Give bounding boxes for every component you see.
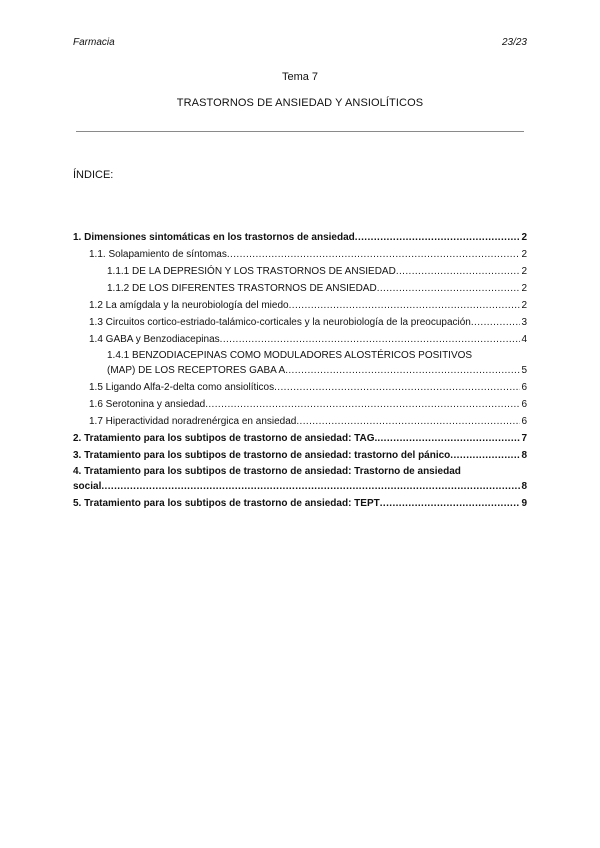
toc-entry-1-1-1[interactable] [73, 263, 527, 280]
header-subject: Farmacia [73, 37, 115, 48]
toc-entry-label: 1. Dimensiones sintomáticas en los trastornos de ansiedad [73, 232, 355, 243]
toc-entry-label: 1.2 La amígdala y la neurobiología del miedo [89, 300, 289, 311]
toc-dot-leader [380, 495, 521, 512]
toc-dot-leader [274, 379, 520, 396]
toc-entry-page: 2 [521, 249, 527, 260]
tema-label: Tema 7 [281, 71, 319, 83]
toc-entry-1-4-1[interactable] [73, 348, 527, 379]
table-of-contents [73, 229, 527, 512]
toc-entry-page: 2 [521, 232, 527, 243]
toc-entry-1-2[interactable] [73, 297, 527, 314]
toc-entry-label: 3. Tratamiento para los subtipos de trastorno de ansiedad: trastorno del pánico [73, 450, 451, 461]
toc-entry-page: 7 [521, 433, 527, 444]
toc-dot-leader [471, 314, 521, 331]
toc-entry-1-7[interactable] [73, 413, 527, 430]
toc-entry-label-line2: (MAP) DE LOS RECEPTORES GABA A [107, 365, 286, 376]
toc-entry-1-1[interactable] [73, 246, 527, 263]
toc-entry-page: 5 [521, 365, 527, 376]
toc-dot-leader [285, 363, 520, 378]
toc-entry-page: 6 [521, 416, 527, 427]
toc-dot-leader [296, 413, 520, 430]
toc-entry-1-5[interactable] [73, 379, 527, 396]
toc-dot-leader [377, 430, 520, 447]
toc-entry-page: 6 [521, 399, 527, 410]
toc-entry-1[interactable] [73, 229, 527, 246]
toc-dot-leader [205, 396, 520, 413]
toc-dot-leader [101, 479, 520, 494]
toc-entry-4[interactable] [73, 464, 527, 495]
toc-entry-label: 1.5 Ligando Alfa-2-delta como ansiolíticos [89, 382, 275, 393]
index-heading: ÍNDICE: [73, 169, 114, 181]
toc-entry-1-1-2[interactable] [73, 280, 527, 297]
title-divider [76, 131, 524, 132]
toc-entry-3[interactable] [73, 447, 527, 464]
toc-entry-page: 4 [521, 334, 527, 345]
toc-entry-label: 1.1. Solapamiento de síntomas [89, 249, 227, 260]
toc-entry-page: 2 [521, 283, 527, 294]
toc-entry-label-line1: 4. Tratamiento para los subtipos de trastorno de ansiedad: Trastorno de ansiedad [73, 466, 461, 477]
toc-entry-2[interactable] [73, 430, 527, 447]
toc-entry-label: 1.1.2 DE LOS DIFERENTES TRASTORNOS DE ANSIEDAD [107, 283, 377, 294]
toc-dot-leader [227, 246, 521, 263]
document-title: TRASTORNOS DE ANSIEDAD Y ANSIOLÍTICOS [176, 97, 424, 109]
toc-dot-leader [396, 263, 521, 280]
toc-entry-label-line2: social [73, 481, 102, 492]
toc-entry-label-line1: 1.4.1 BENZODIACEPINAS COMO MODULADORES ALOSTÉRICOS POSITIVOS [107, 350, 473, 361]
toc-entry-label: 2. Tratamiento para los subtipos de trastorno de ansiedad: TAG. [73, 433, 378, 444]
header-page-number: 23/23 [501, 37, 527, 48]
toc-entry-label: 5. Tratamiento para los subtipos de trastorno de ansiedad: TEPT [73, 498, 380, 509]
toc-entry-label: 1.6 Serotonina y ansiedad [89, 399, 206, 410]
toc-entry-page: 6 [521, 382, 527, 393]
toc-dot-leader [377, 280, 521, 297]
toc-entry-page: 8 [521, 481, 527, 492]
toc-dot-leader [289, 297, 521, 314]
toc-dot-leader [355, 229, 521, 246]
toc-entry-page: 8 [521, 450, 527, 461]
toc-entry-page: 2 [521, 266, 527, 277]
toc-entry-1-3[interactable] [73, 314, 527, 331]
toc-entry-label: 1.1.1 DE LA DEPRESIÓN Y LOS TRASTORNOS DE ANSIEDAD [107, 266, 396, 277]
toc-entry-page: 9 [521, 498, 527, 509]
toc-entry-1-6[interactable] [73, 396, 527, 413]
toc-dot-leader [220, 331, 521, 348]
toc-entry-label: 1.3 Circuitos cortico-estriado-talámico-corticales y la neurobiología de la preocupación [89, 317, 471, 328]
toc-entry-page: 3 [521, 317, 527, 328]
toc-entry-label: 1.7 Hiperactividad noradrenérgica en ansiedad [89, 416, 297, 427]
toc-entry-5[interactable] [73, 495, 527, 512]
toc-entry-label: 1.4 GABA y Benzodiacepinas [89, 334, 220, 345]
page-header [73, 37, 527, 48]
toc-dot-leader [450, 447, 520, 464]
toc-entry-page: 2 [521, 300, 527, 311]
toc-entry-1-4[interactable] [73, 331, 527, 348]
